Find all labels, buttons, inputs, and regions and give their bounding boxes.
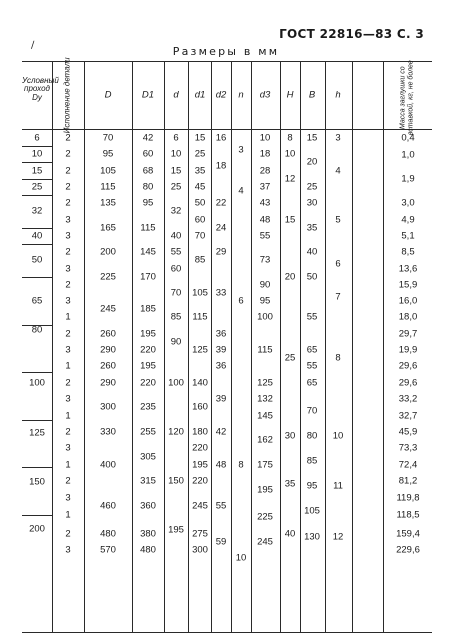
cell-d3: 95 [259,295,271,307]
header-mass: Масса заглушки со вставкой, кг, не более [399,60,414,136]
cell-variant: 3 [65,344,71,356]
cell-dn: 125 [29,427,45,439]
cell-d1: 60 [194,214,206,226]
cell-D: 165 [100,222,116,234]
cell-d2: 22 [215,197,227,209]
cell-H: 25 [284,352,296,364]
cell-B: 25 [306,181,318,193]
cell-B: 30 [306,197,318,209]
cell-d3: 145 [257,410,273,422]
cell-variant: 2 [65,279,71,291]
cell-mass: 19,9 [398,344,418,356]
cell-d3: 195 [257,484,273,496]
dimensions-table [22,57,432,633]
cell-d: 6 [173,132,179,144]
cell-d1: 275 [192,528,208,540]
cell-h: 11 [333,480,343,492]
cell-h: 4 [335,165,341,177]
cell-d3: 125 [257,377,273,389]
cell-D1: 68 [142,165,154,177]
cell-dn: 100 [29,377,45,389]
cell-D1: 115 [140,222,156,234]
cell-H: 8 [287,132,293,144]
cell-B: 65 [306,377,318,389]
cell-d2: 33 [215,287,227,299]
cell-mass: 73,3 [398,442,418,454]
corner-mark: ∕ [31,40,35,51]
cell-H: 12 [284,173,296,185]
cell-mass: 1,0 [401,149,415,161]
cell-variant: 2 [65,181,71,193]
cell-variant: 1 [65,509,71,521]
rule-row-6 [22,146,52,147]
cell-mass: 18,0 [398,311,418,323]
header-D1: D1 [141,89,155,101]
cell-variant: 2 [65,475,71,487]
cell-mass: 45,9 [398,426,418,438]
cell-variant: 2 [65,246,71,258]
cell-d3: 43 [259,197,271,209]
cell-D1: 255 [140,426,156,438]
cell-D: 105 [100,165,116,177]
cell-d3: 28 [259,165,271,177]
cell-D1: 170 [140,271,156,283]
cell-mass: 118,5 [396,509,420,521]
rule-row-40 [22,244,52,245]
cell-mass: 29,6 [398,360,418,372]
col-rule-9 [280,61,281,633]
rule-row-15 [22,179,52,180]
cell-d1: 160 [192,401,208,413]
cell-B: 15 [306,132,318,144]
col-rule-13 [383,61,384,633]
cell-dn: 15 [31,165,43,177]
cell-d1: 70 [194,230,206,242]
cell-D: 400 [100,459,116,471]
cell-d2: 39 [215,393,227,405]
cell-variant: 2 [65,426,71,438]
cell-B: 105 [304,505,320,517]
cell-B: 70 [306,405,318,417]
cell-n: 6 [238,295,244,307]
cell-d3: 162 [257,434,273,446]
cell-H: 40 [284,528,296,540]
cell-D: 570 [100,544,116,556]
header-d1: d1 [194,89,206,101]
cell-d1: 195 [192,459,208,471]
cell-B: 35 [306,222,318,234]
cell-n: 3 [238,144,244,156]
cell-variant: 2 [65,528,71,540]
cell-d2: 36 [215,328,227,340]
cell-h: 6 [335,258,341,270]
header-d2: d2 [215,89,227,101]
cell-h: 3 [335,132,341,144]
rule-row-100 [22,420,52,421]
cell-D: 245 [100,303,116,315]
cell-d3: 90 [259,279,271,291]
cell-D1: 220 [140,377,156,389]
cell-variant: 2 [65,328,71,340]
col-rule-1 [52,61,53,633]
cell-mass: 8,5 [401,246,415,258]
cell-D1: 220 [140,344,156,356]
rule-row-80 [22,372,52,373]
cell-h: 5 [335,214,341,226]
cell-d1: 45 [194,181,206,193]
cell-B: 40 [306,246,318,258]
cell-n: 8 [238,459,244,471]
cell-d: 10 [170,148,182,160]
cell-mass: 1,9 [401,173,415,185]
cell-n: 10 [235,552,247,564]
cell-d1: 300 [192,544,208,556]
cell-d1: 245 [192,500,208,512]
col-rule-2 [84,61,85,633]
rule-row-50 [22,277,52,278]
cell-d1: 140 [192,377,208,389]
cell-B: 95 [306,480,318,492]
cell-d: 195 [168,524,184,536]
cell-d3: 115 [257,344,273,356]
cell-B: 80 [306,430,318,442]
cell-d3: 18 [259,148,271,160]
col-rule-8 [251,61,252,633]
cell-d1: 180 [192,426,208,438]
cell-d3: 175 [257,459,273,471]
cell-D: 95 [102,148,114,160]
cell-d: 150 [168,475,184,487]
col-rule-4 [164,61,165,633]
cell-H: 35 [284,478,296,490]
cell-d2: 18 [215,160,227,172]
cell-variant: 1 [65,410,71,422]
cell-d2: 39 [215,344,227,356]
cell-D: 225 [100,271,116,283]
cell-dn: 40 [31,230,43,242]
rule-row-32 [22,228,52,229]
cell-D1: 195 [140,360,156,372]
cell-dn: 6 [34,132,40,144]
rule-row-25 [22,195,52,196]
col-rule-10 [300,61,301,633]
cell-d: 40 [170,230,182,242]
cell-d: 70 [170,287,182,299]
cell-dn: 25 [31,181,43,193]
cell-D1: 195 [140,328,156,340]
header-dn-symbol: Dy [32,92,42,102]
cell-mass: 5,1 [401,230,415,242]
header-H: H [286,89,294,101]
header-h: h [335,89,341,101]
cell-d1: 85 [194,254,206,266]
header-d: d [173,89,179,101]
cell-d2: 24 [215,222,227,234]
rule-row-150 [22,515,52,516]
cell-variant: 3 [65,230,71,242]
cell-D: 260 [100,328,116,340]
cell-d2: 29 [215,246,227,258]
cell-mass: 119,8 [396,492,420,504]
cell-D: 135 [100,197,116,209]
cell-D1: 145 [140,246,156,258]
cell-mass: 29,6 [398,377,418,389]
header-dn-label: Условный проход [22,76,59,94]
cell-mass: 4,9 [401,214,415,226]
cell-D1: 235 [140,401,156,413]
cell-dn: 50 [31,254,43,266]
col-rule-3 [132,61,133,633]
cell-variant: 3 [65,393,71,405]
cell-D: 300 [100,401,116,413]
cell-mass: 159,4 [396,528,420,540]
cell-d: 15 [170,165,182,177]
cell-D: 290 [100,377,116,389]
cell-D: 330 [100,426,116,438]
cell-d3: 55 [259,230,271,242]
cell-h: 7 [335,291,341,303]
cell-B: 85 [306,455,318,467]
cell-mass: 32,7 [398,410,418,422]
cell-h: 8 [335,352,341,364]
cell-d2: 16 [215,132,227,144]
cell-d: 60 [170,263,182,275]
cell-variant: 3 [65,263,71,275]
cell-d: 90 [170,336,182,348]
cell-D1: 305 [140,451,156,463]
cell-B: 20 [306,156,318,168]
cell-n: 4 [238,185,244,197]
cell-d1: 50 [194,197,206,209]
cell-variant: 2 [65,148,71,160]
cell-D: 70 [102,132,114,144]
cell-B: 130 [304,531,320,543]
cell-d1: 35 [194,165,206,177]
cell-dn: 32 [31,205,43,217]
cell-variant: 2 [65,377,71,389]
cell-d: 32 [170,205,182,217]
col-rule-12 [352,61,353,633]
col-rule-6 [211,61,212,633]
cell-dn: 80 [31,324,43,336]
header-d3: d3 [259,89,271,101]
cell-d2: 55 [215,500,227,512]
cell-D1: 480 [140,544,156,556]
cell-mass: 229,6 [396,544,420,556]
cell-d1: 220 [192,475,208,487]
cell-d3: 73 [259,254,271,266]
cell-D1: 360 [140,500,156,512]
cell-variant: 2 [65,165,71,177]
header-D: D [104,89,112,101]
cell-d1: 25 [194,148,206,160]
cell-variant: 1 [65,360,71,372]
cell-H: 10 [284,148,296,160]
cell-mass: 16,0 [398,295,418,307]
cell-d: 85 [170,311,182,323]
col-rule-7 [231,61,232,633]
col-rule-5 [188,61,189,633]
cell-variant: 3 [65,295,71,307]
cell-d1: 125 [192,344,208,356]
cell-variant: 2 [65,197,71,209]
cell-mass: 81,2 [398,475,418,487]
cell-d: 25 [170,181,182,193]
cell-B: 50 [306,271,318,283]
cell-B: 65 [306,344,318,356]
cell-d3: 10 [259,132,271,144]
cell-variant: 3 [65,492,71,504]
cell-d2: 48 [215,459,227,471]
cell-mass: 3,0 [401,197,415,209]
cell-mass: 29,7 [398,328,418,340]
cell-variant: 3 [65,442,71,454]
cell-d: 120 [168,426,184,438]
cell-d2: 42 [215,426,227,438]
cell-d1: 220 [192,442,208,454]
cell-mass: 0,4 [401,132,415,144]
cell-D: 290 [100,344,116,356]
cell-h: 10 [332,430,344,442]
cell-H: 20 [284,271,296,283]
cell-d3: 245 [257,536,273,548]
cell-D1: 80 [142,181,154,193]
cell-dn: 200 [29,523,45,535]
cell-D: 480 [100,528,116,540]
cell-d3: 225 [257,511,273,523]
cell-d3: 100 [257,311,273,323]
cell-H: 15 [284,214,296,226]
cell-D1: 380 [140,528,156,540]
cell-variant: 3 [65,544,71,556]
cell-mass: 15,9 [398,279,418,291]
cell-D1: 315 [140,475,156,487]
cell-d3: 132 [257,393,273,405]
cell-d3: 37 [259,181,271,193]
cell-D1: 185 [140,303,156,315]
cell-D1: 60 [142,148,154,160]
cell-H: 30 [284,430,296,442]
cell-d3: 48 [259,214,271,226]
cell-D: 260 [100,360,116,372]
cell-d2: 59 [215,536,227,548]
cell-B: 55 [306,311,318,323]
cell-d1: 105 [192,287,208,299]
header-B: B [308,89,316,101]
cell-dn: 10 [31,148,43,160]
cell-d: 55 [170,246,182,258]
cell-d1: 115 [192,311,208,323]
cell-dn: 150 [29,476,45,488]
cell-mass: 72,4 [398,459,418,471]
cell-variant: 1 [65,459,71,471]
rule-row-10 [22,162,52,163]
col-rule-11 [325,61,326,633]
cell-D1: 42 [142,132,154,144]
cell-D: 200 [100,246,116,258]
cell-d2: 36 [215,360,227,372]
cell-mass: 13,6 [398,263,418,275]
cell-variant: 1 [65,311,71,323]
cell-B: 55 [306,360,318,372]
cell-D1: 95 [142,197,154,209]
cell-variant: 3 [65,214,71,226]
cell-D: 460 [100,500,116,512]
cell-variant: 2 [65,132,71,144]
rule-row-125 [22,467,52,468]
table-caption: Размеры в мм [172,45,280,58]
cell-d1: 15 [194,132,206,144]
cell-mass: 33,2 [398,393,418,405]
header-variant: Исполнение детали [62,57,72,134]
cell-h: 12 [332,531,344,543]
header-n: n [238,89,244,101]
cell-d: 100 [168,377,184,389]
header-dn [22,76,59,102]
cell-dn: 65 [31,295,43,307]
page-header: ГОСТ 22816—83 С. 3 [279,27,424,41]
cell-D: 115 [100,181,116,193]
